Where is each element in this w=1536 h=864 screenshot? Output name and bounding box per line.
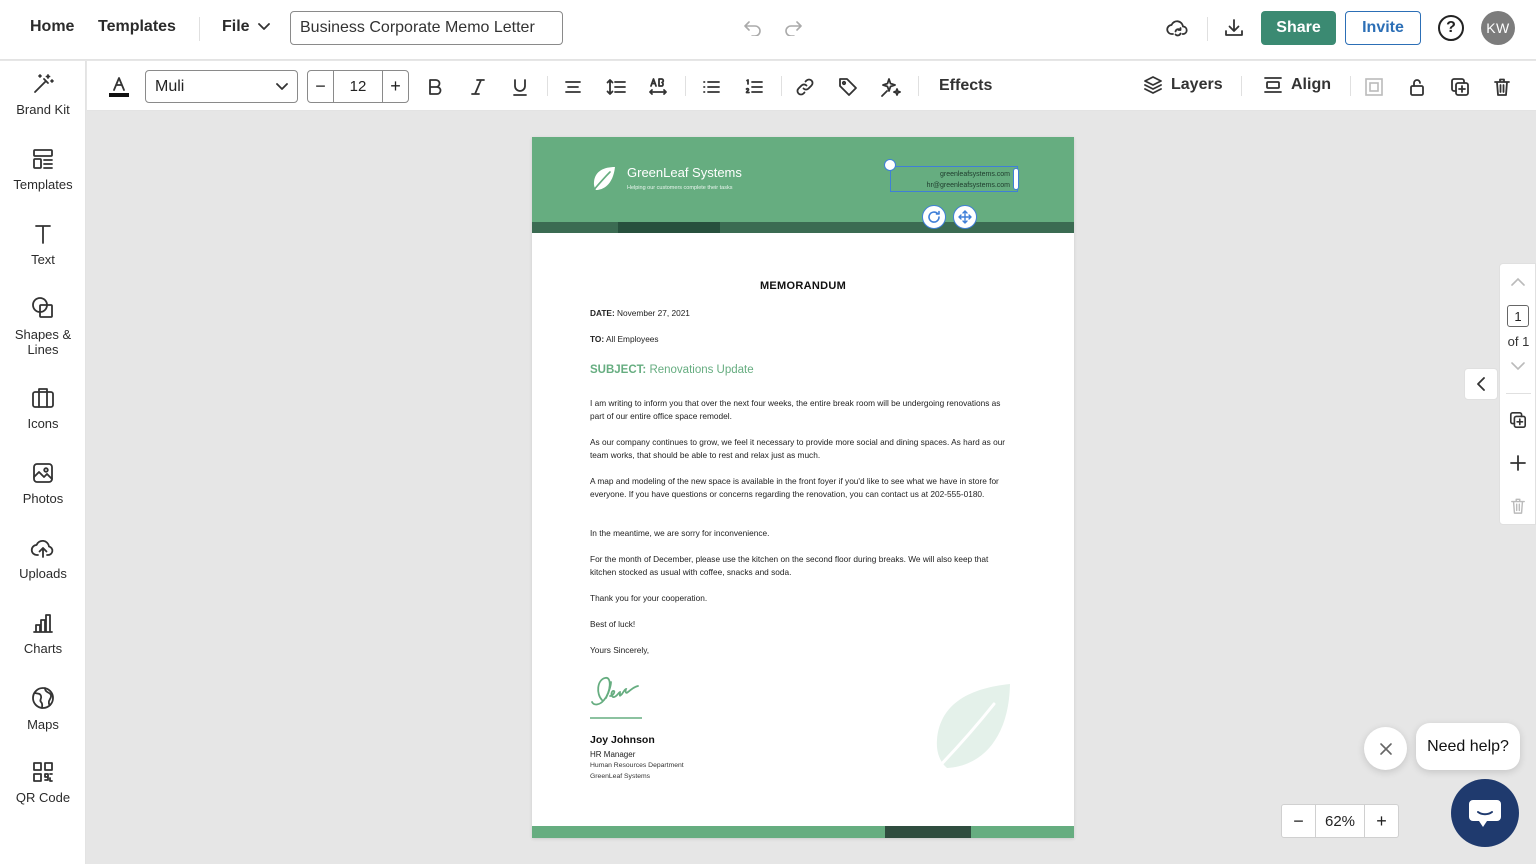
file-menu-label: File — [222, 18, 250, 35]
undo-button[interactable] — [742, 17, 764, 39]
align-label: Align — [1291, 76, 1331, 93]
trash-icon — [1493, 77, 1511, 97]
lock-button[interactable] — [1406, 76, 1428, 98]
font-family-select[interactable] — [145, 70, 298, 103]
home-link[interactable]: Home — [30, 18, 75, 35]
company-name[interactable]: GreenLeaf Systems — [627, 165, 742, 180]
sidebar-item-label: QR Code — [15, 790, 71, 805]
header-strip — [532, 222, 1074, 233]
underline-icon — [511, 78, 529, 96]
italic-icon — [469, 78, 487, 96]
duplicate-button[interactable] — [1449, 76, 1471, 98]
chevron-down-icon — [258, 23, 270, 31]
chevron-down-icon — [276, 83, 288, 91]
divider — [199, 17, 200, 41]
font-family-value: Muli — [155, 77, 185, 95]
help-button[interactable]: ? — [1438, 15, 1464, 41]
sidebar-item-icons[interactable] — [0, 386, 86, 431]
selection-handle[interactable] — [884, 159, 896, 171]
numbered-list-button[interactable] — [743, 76, 765, 98]
sidebar-item-label: Icons — [27, 416, 59, 431]
sidebar-item-label: Maps — [27, 717, 59, 732]
date-line[interactable] — [590, 308, 690, 318]
chevron-down-icon[interactable] — [1511, 362, 1525, 371]
templates-link[interactable]: Templates — [98, 18, 176, 35]
sidebar-item-label: Shapes & Lines — [14, 327, 72, 357]
templates-icon — [31, 147, 55, 171]
body-paragraph[interactable]: As our company continues to grow, we feel it necessary to provide more social and dining spaces. As hard as our team works, that should be able to rest and relax just as much. — [590, 437, 1006, 460]
share-button[interactable]: Share — [1261, 11, 1336, 45]
underline-button[interactable] — [509, 76, 531, 98]
file-menu[interactable] — [222, 18, 270, 36]
invite-button[interactable]: Invite — [1345, 11, 1421, 45]
sidebar-item-text[interactable] — [0, 222, 86, 267]
footer-accent — [885, 826, 971, 838]
page-footer-band — [532, 826, 1074, 838]
divider — [1506, 393, 1531, 394]
zoom-level[interactable]: 62% — [1315, 805, 1365, 837]
sidebar-item-label: Templates — [13, 177, 73, 192]
bold-button[interactable] — [424, 76, 446, 98]
link-icon — [795, 77, 815, 97]
add-page-icon[interactable] — [1510, 455, 1526, 471]
sidebar-item-charts[interactable] — [0, 611, 86, 656]
magic-wand-icon — [31, 72, 55, 96]
divider — [918, 76, 919, 96]
move-icon — [958, 210, 972, 224]
signer-company[interactable]: GreenLeaf Systems — [590, 773, 651, 780]
redo-button[interactable] — [782, 17, 804, 39]
align-center-icon — [564, 78, 582, 96]
close-icon — [1379, 742, 1393, 756]
zoom-in-button[interactable]: + — [1376, 810, 1387, 831]
divider — [1241, 76, 1242, 96]
tag-button[interactable] — [837, 76, 859, 98]
delete-page-icon[interactable] — [1510, 497, 1526, 515]
body-paragraph[interactable]: In the meantime, we are sorry for inconvenience. — [590, 528, 770, 538]
rotate-button[interactable] — [922, 205, 946, 229]
divider — [1207, 17, 1208, 41]
contact-email: hr@greenleafsystems.com — [926, 182, 1010, 189]
divider — [547, 76, 548, 96]
sidebar-item-maps[interactable] — [0, 685, 86, 732]
body-paragraph[interactable]: Thank you for your cooperation. — [590, 593, 708, 603]
subject-line[interactable] — [590, 364, 754, 376]
delete-button[interactable] — [1491, 76, 1513, 98]
zoom-out-button[interactable]: − — [1293, 810, 1304, 831]
upload-cloud-icon — [30, 536, 56, 560]
to-line[interactable] — [590, 334, 659, 344]
sidebar-item-shapes-lines[interactable] — [0, 295, 86, 357]
line-height-icon — [606, 78, 626, 96]
header-strip-accent — [618, 222, 720, 233]
group-icon — [1364, 77, 1384, 97]
collapse-panel-button[interactable] — [1464, 368, 1498, 400]
document-page[interactable] — [532, 137, 1074, 838]
document-title-input[interactable] — [290, 11, 563, 45]
bar-chart-icon — [31, 611, 55, 635]
body-paragraph[interactable]: Best of luck! — [590, 619, 636, 629]
bulleted-list-icon — [702, 78, 720, 96]
font-size-decrease-button[interactable]: − — [315, 76, 326, 96]
align-button[interactable] — [1263, 75, 1331, 95]
signer-title[interactable]: HR Manager — [590, 750, 636, 759]
date-value: November 27, 2021 — [617, 308, 690, 318]
top-bar — [0, 0, 1536, 60]
duplicate-icon — [1450, 77, 1470, 97]
group-button[interactable] — [1363, 76, 1385, 98]
duplicate-page-icon[interactable] — [1509, 411, 1527, 429]
text-color-icon — [108, 74, 130, 98]
subject-value: Renovations Update — [649, 364, 754, 376]
to-value: All Employees — [606, 334, 659, 344]
chat-launcher-button[interactable] — [1451, 779, 1519, 847]
rotate-icon — [927, 210, 941, 224]
tag-icon — [838, 77, 858, 97]
unlock-icon — [1408, 77, 1426, 97]
font-size-stepper — [307, 70, 409, 103]
cloud-sync-button[interactable] — [1165, 16, 1191, 40]
bulleted-list-button[interactable] — [700, 76, 722, 98]
text-align-button[interactable] — [562, 76, 584, 98]
font-size-increase-button[interactable]: + — [390, 76, 401, 96]
chat-bubble-icon — [1467, 797, 1503, 829]
chevron-left-icon — [1476, 377, 1486, 391]
to-label: TO: — [590, 334, 605, 344]
body-paragraph[interactable]: I am writing to inform you that over the next four weeks, the entire break room will be undergoing renovations as part of our entire office space remodel. — [590, 398, 1001, 421]
divider — [781, 76, 782, 96]
close-help-button[interactable] — [1364, 727, 1407, 770]
sidebar-item-templates[interactable] — [0, 147, 86, 192]
current-page-number[interactable]: 1 — [1507, 305, 1529, 327]
chevron-up-icon[interactable] — [1511, 277, 1525, 286]
need-help-bubble[interactable]: Need help? — [1416, 723, 1520, 770]
qr-code-icon — [31, 760, 55, 784]
text-color-button[interactable] — [108, 75, 130, 97]
sidebar-item-label: Uploads — [19, 566, 67, 581]
effects-button[interactable]: Effects — [939, 77, 993, 94]
sidebar-item-photos[interactable] — [0, 461, 86, 506]
body-paragraph[interactable]: A map and modeling of the new space is available in the front foyer if you'd like to see what we have in store for everyone. If you have questions or concerns regarding the renovation, you can contact us at 202-555-0180. — [590, 476, 999, 499]
briefcase-icon — [31, 386, 55, 410]
format-toolbar — [87, 61, 1536, 111]
shapes-icon — [30, 295, 56, 321]
font-size-value[interactable]: 12 — [333, 71, 383, 102]
signer-department[interactable]: Human Resources Department — [590, 762, 684, 769]
sidebar-item-qr-code[interactable] — [0, 760, 86, 805]
line-height-button[interactable] — [605, 76, 627, 98]
left-sidebar — [0, 61, 86, 864]
closing-line[interactable]: Yours Sincerely, — [590, 645, 650, 655]
divider — [685, 76, 686, 96]
bold-icon — [426, 78, 444, 96]
subject-label: SUBJECT: — [590, 364, 647, 376]
photo-icon — [31, 461, 55, 485]
align-objects-icon — [1263, 75, 1283, 95]
link-button[interactable] — [794, 76, 816, 98]
download-button[interactable] — [1222, 16, 1246, 40]
zoom-control — [1281, 804, 1399, 838]
layers-icon — [1143, 75, 1163, 95]
signer-name[interactable]: Joy Johnson — [590, 734, 655, 746]
sparkle-icon — [880, 76, 902, 98]
date-label: DATE: — [590, 308, 615, 318]
page-count-label: of 1 — [1507, 334, 1530, 349]
sidebar-item-label: Photos — [22, 491, 64, 506]
letter-spacing-button[interactable] — [647, 76, 669, 98]
contact-website: greenleafsystems.com — [939, 171, 1010, 178]
page-navigator — [1499, 263, 1536, 525]
leaf-watermark-icon — [922, 682, 1017, 784]
leaf-logo-icon — [590, 165, 618, 193]
numbered-list-icon — [745, 78, 763, 96]
contact-text-box[interactable] — [890, 166, 1018, 192]
sidebar-item-brand-kit[interactable] — [0, 72, 86, 117]
layers-button[interactable] — [1143, 75, 1223, 95]
sidebar-item-label: Charts — [23, 641, 63, 656]
letter-spacing-icon — [648, 77, 668, 97]
text-icon — [31, 222, 55, 246]
memo-title[interactable]: MEMORANDUM — [759, 280, 847, 292]
ai-sparkle-button[interactable] — [880, 76, 902, 98]
sidebar-item-label: Text — [31, 252, 55, 267]
move-button[interactable] — [953, 205, 977, 229]
avatar[interactable]: KW — [1481, 11, 1515, 45]
divider — [1350, 76, 1351, 96]
sidebar-item-label: Brand Kit — [16, 102, 70, 117]
layers-label: Layers — [1171, 76, 1223, 93]
undo-icon — [743, 20, 763, 36]
download-icon — [1223, 17, 1245, 39]
resize-handle[interactable] — [1013, 168, 1019, 190]
body-paragraph[interactable]: For the month of December, please use the kitchen on the second floor during breaks. We will also keep that kitchen stocked as usual with coffee, snacks and soda. — [590, 554, 989, 577]
italic-button[interactable] — [467, 76, 489, 98]
globe-icon — [30, 685, 56, 711]
signature-image[interactable] — [588, 670, 648, 722]
cloud-sync-icon — [1166, 18, 1190, 38]
sidebar-item-uploads[interactable] — [0, 536, 86, 581]
redo-icon — [783, 20, 803, 36]
company-tagline[interactable]: Helping our customers complete their tasks — [627, 185, 733, 191]
